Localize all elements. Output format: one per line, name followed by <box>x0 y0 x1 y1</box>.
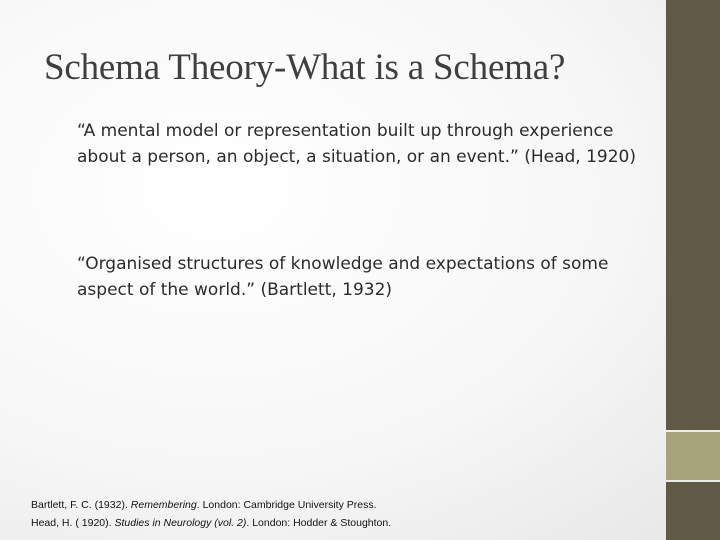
reference-author-year: Bartlett, F. C. (1932). <box>31 499 131 511</box>
reference-title: Remembering <box>130 499 197 511</box>
reference-bartlett <box>31 496 651 514</box>
reference-author-year: Head, H. ( 1920). <box>31 517 115 529</box>
references <box>31 496 651 532</box>
side-accent-bar <box>666 0 720 540</box>
slide-title: Schema Theory-What is a Schema? <box>44 47 566 88</box>
side-accent-bar-dark <box>666 0 720 430</box>
quote-head-definition: “A mental model or representation built up through experience about a person, an object, a situation, or an event.” (Head, 1920) <box>77 121 636 167</box>
reference-publisher: . London: Hodder & Stoughton. <box>246 517 392 529</box>
quote-bartlett-definition: “Organised structures of knowledge and expectations of some aspect of the world.” (Bartlett, 1932) <box>77 254 609 300</box>
reference-publisher: . London: Cambridge University Press. <box>196 499 377 511</box>
side-accent-bar-bottom <box>666 482 720 540</box>
side-accent-bar-light <box>666 432 720 480</box>
reference-head <box>31 514 651 532</box>
reference-title: Studies in Neurology (vol. 2) <box>114 517 247 529</box>
